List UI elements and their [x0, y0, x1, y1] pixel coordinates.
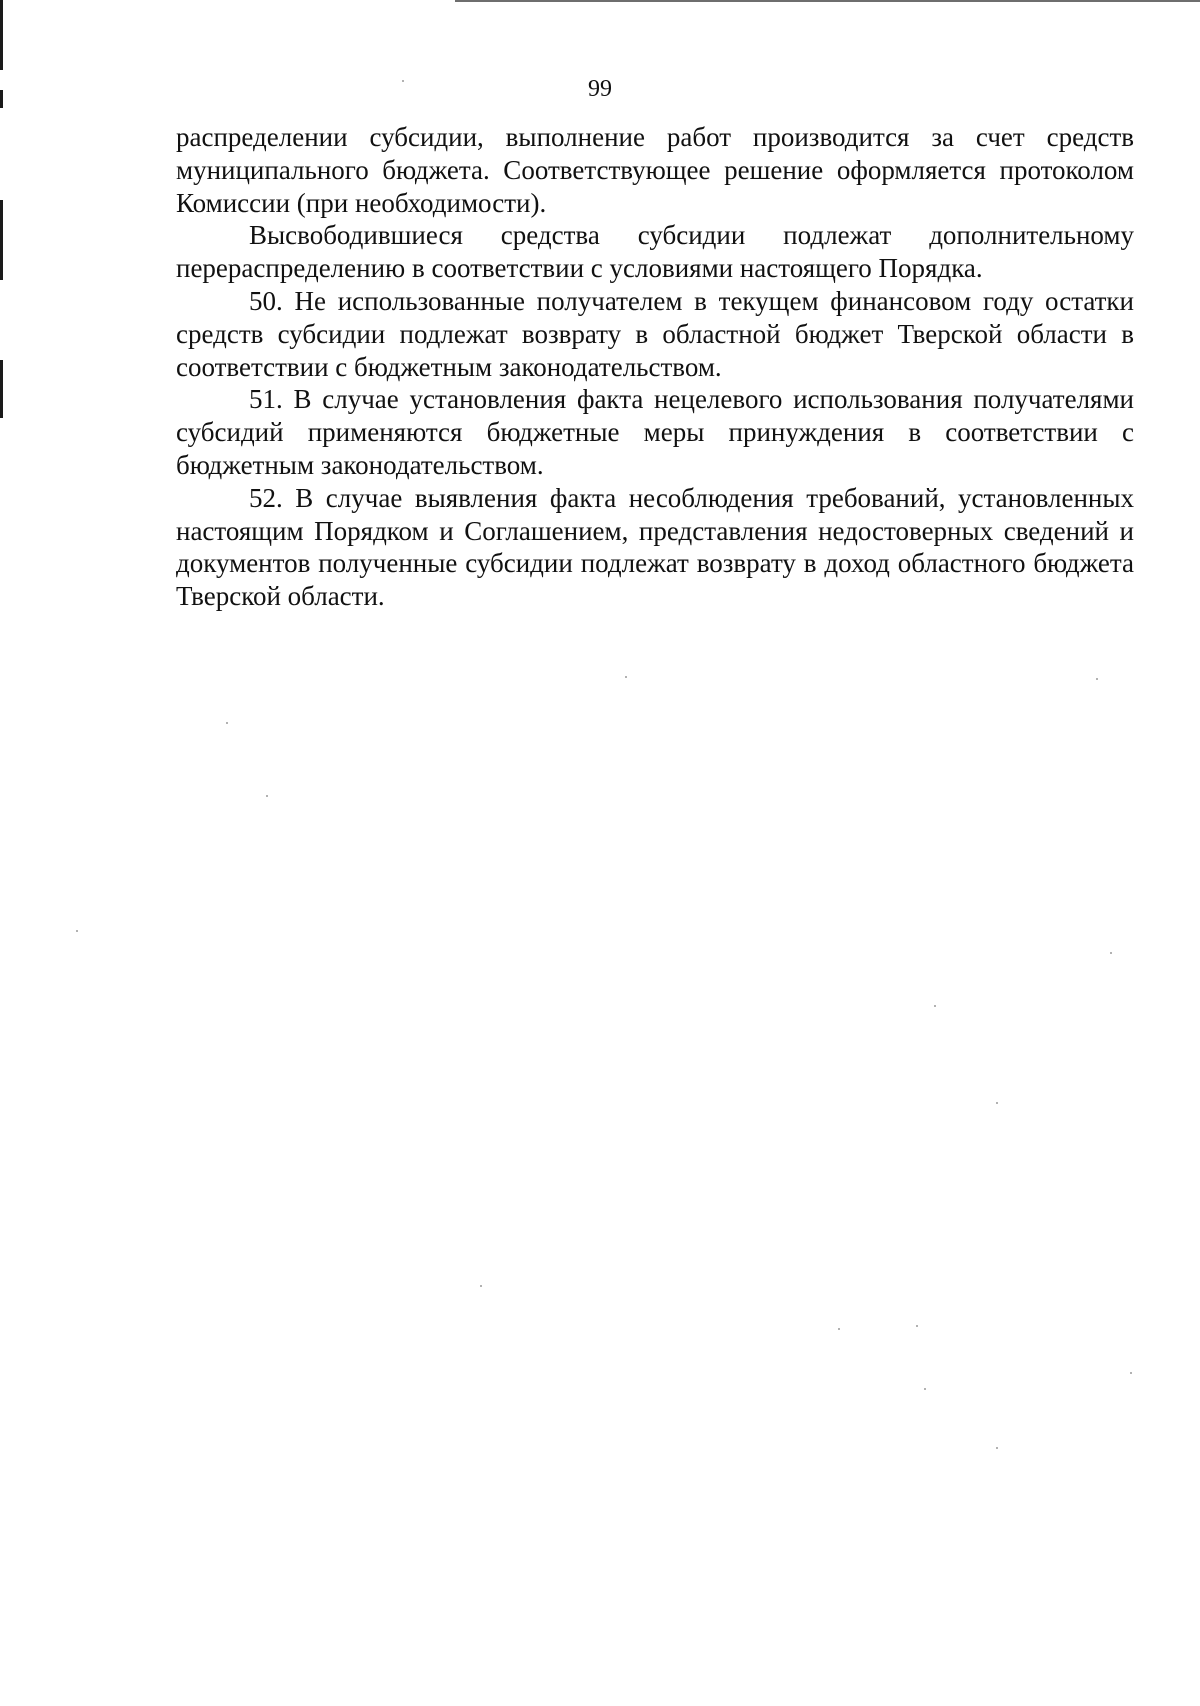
scan-speck — [996, 1447, 998, 1449]
scan-speck — [226, 722, 228, 724]
page-number: 99 — [588, 76, 612, 102]
scan-speck — [838, 1328, 840, 1330]
scan-speck — [1110, 952, 1112, 954]
paragraph-item-50: 50. Не использованные получателем в текущем финансовом году остатки средств субсидии подлежат возврату в областной бюджет Тверской области в соответствии с бюджетным законодательством. — [176, 285, 1134, 382]
scan-speck — [1130, 1372, 1132, 1374]
paragraph-item-51: 51. В случае установления факта нецелевого использования получателями субсидий применяются бюджетные меры принуждения в соответствии с бюджетным законодательством. — [176, 384, 1134, 480]
scan-edge-mark — [0, 0, 3, 70]
paragraph-item-52: 52. В случае выявления факта несоблюдения требований, установленных настоящим Порядком и Соглашением, представления недостоверных сведений и документов полученные субсидии подлежат возврату в доход областного бюджета Тверской области. — [176, 482, 1134, 612]
paragraph: распределении субсидии, выполнение работ производится за счет средств муниципального бюджета. Соответствующее решение оформляется протоколом Комиссии (при необходимости). — [176, 122, 1134, 218]
scan-speck — [1096, 678, 1098, 680]
scan-edge-top — [455, 0, 1200, 2]
scan-speck — [996, 1102, 998, 1104]
body-text — [176, 121, 1134, 613]
scan-speck — [934, 1005, 936, 1007]
paragraph: Высвободившиеся средства субсидии подлежат дополнительному перераспределению в соответствии с условиями настоящего Порядка. — [176, 220, 1134, 284]
scan-edge-mark — [0, 200, 3, 280]
scan-speck — [266, 795, 268, 797]
scan-speck — [402, 80, 404, 82]
scan-speck — [916, 1325, 918, 1327]
scan-edge-mark — [0, 360, 3, 418]
scan-speck — [924, 1388, 926, 1390]
scan-speck — [625, 676, 627, 678]
scan-speck — [76, 930, 78, 932]
scan-speck — [480, 1285, 482, 1287]
